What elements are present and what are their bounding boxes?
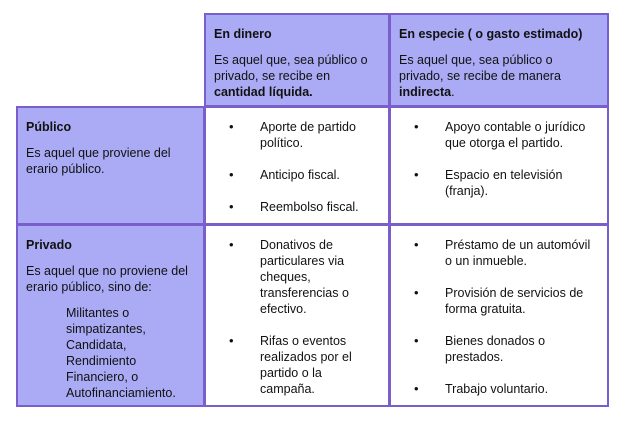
column-header-kind [389, 13, 609, 107]
source-line: Rendimiento [66, 354, 137, 368]
list-item: • Trabajo voluntario. [399, 381, 599, 397]
list-item: • Donativos de particulares via cheques, transferencias o efectivo. [214, 237, 380, 317]
cell-public-money [204, 106, 390, 225]
list-public-money [214, 119, 380, 215]
row-title-public: Público [26, 120, 72, 134]
column-desc-money: Es aquel que, sea público o privado, se recibe en cantidad líquida. [214, 53, 368, 99]
row-header-private [16, 224, 205, 407]
source-line: Financiero, o [66, 370, 139, 384]
list-item: • Préstamo de un automóvil o un inmueble. [399, 237, 599, 269]
column-desc-kind: Es aquel que, sea público o privado, se recibe de manera indirecta. [399, 53, 561, 99]
cell-private-kind [389, 224, 609, 407]
row-desc-private: Es aquel que no proviene del erario público, sino de: [26, 264, 188, 294]
source-line: Militantes o [66, 306, 130, 320]
source-line: Candidata, [66, 338, 127, 352]
list-private-money [214, 237, 380, 397]
list-public-kind [399, 119, 599, 199]
financing-table [17, 13, 609, 406]
column-title-money: En dinero [214, 27, 272, 41]
cell-private-money [204, 224, 390, 407]
source-line: Autofinanciamiento. [66, 386, 176, 400]
list-item: • Provisión de servicios de forma gratuita. [399, 285, 599, 317]
list-item: • Apoyo contable o jurídico que otorga el partido. [399, 119, 599, 151]
list-item: • Anticipo fiscal. [214, 167, 380, 183]
row-title-private: Privado [26, 238, 72, 252]
row-desc-public: Es aquel que proviene del erario público. [26, 146, 171, 176]
list-item: • Reembolso fiscal. [214, 199, 380, 215]
list-private-kind [399, 237, 599, 397]
list-item: • Bienes donados o prestados. [399, 333, 599, 365]
list-item: • Rifas o eventos realizados por el partido o la campaña. [214, 333, 380, 397]
row-header-public [16, 106, 205, 225]
list-item: • Espacio en televisión (franja). [399, 167, 599, 199]
source-line: simpatizantes, [66, 322, 146, 336]
column-header-money [204, 13, 390, 107]
private-sources [66, 305, 195, 401]
list-item: • Aporte de partido político. [214, 119, 380, 151]
column-title-kind: En especie ( o gasto estimado) [399, 27, 583, 41]
corner-cell [17, 13, 205, 107]
cell-public-kind [389, 106, 609, 225]
